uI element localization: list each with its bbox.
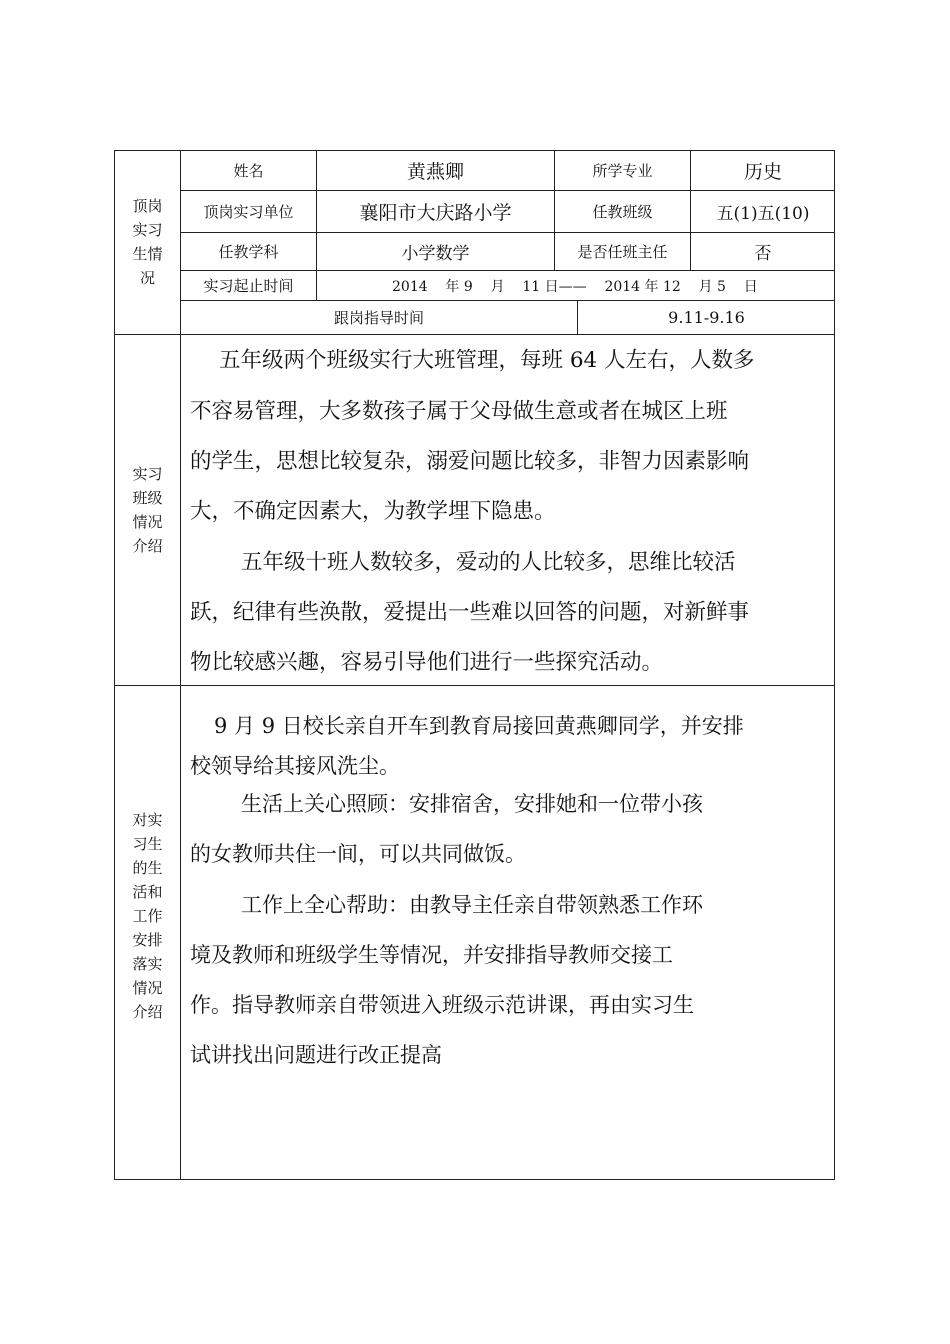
text-line: 9 月 9 日校长亲自开车到教育局接回黄燕卿同学，并安排 [214,714,744,738]
label-line: 介绍 [132,537,163,555]
text-line: 跃，纪律有些涣散，爱提出一些难以回答的问题，对新鲜事 [190,600,750,625]
text-line: 五年级十班人数较多，爱动的人比较多，思维比较活 [241,550,736,575]
label-line: 活和 [132,883,163,901]
label-line: 习生 [132,835,163,853]
class-intro-section-label [114,335,181,685]
text-line: 境及教师和班级学生等情况，并安排指导教师交接工 [190,943,673,967]
arrangement-section-label [114,808,181,1048]
class-value: 五(1)五(10) [716,204,810,224]
head-teacher-label: 是否任班主任 [577,243,668,261]
text-line: 物比较感兴趣，容易引导他们进行一些探究活动。 [190,650,664,675]
label-line: 顶岗 [132,197,163,215]
unit-value: 襄阳市大庆路小学 [359,202,512,224]
label-line: 情况 [132,979,163,997]
unit-label: 顶岗实习单位 [203,203,294,221]
guidance-label: 跟岗指导时间 [333,309,424,327]
subject-label: 任教学科 [218,243,279,261]
subject-value: 小学数学 [401,244,470,264]
text-line: 工作上全心帮助：由教导主任亲自带领熟悉工作环 [241,893,703,917]
text-line: 大，不确定因素大，为教学埋下隐患。 [190,499,556,524]
text-line: 的女教师共住一间，可以共同做饭。 [190,842,526,866]
text-line: 的学生，思想比较复杂，溺爱问题比较多，非智力因素影响 [190,449,750,474]
major-value: 历史 [743,161,782,183]
label-line: 实习 [132,465,163,483]
class-label: 任教班级 [592,203,653,221]
label-line: 班级 [132,489,163,507]
label-line: 的生 [132,859,163,877]
text-line: 试讲找出问题进行改正提高 [190,1043,442,1067]
name-label: 姓名 [233,162,264,180]
head-teacher-value: 否 [754,244,772,264]
label-line: 落实 [132,955,163,973]
text-line: 校领导给其接风洗尘。 [190,754,400,778]
label-line: 介绍 [132,1003,163,1021]
text-line: 五年级两个班级实行大班管理，每班 64 人左右，人数多 [219,348,755,373]
label-line: 对实 [132,811,163,829]
major-label: 所学专业 [592,162,653,180]
text-line: 作。指导教师亲自带领进入班级示范讲课，再由实习生 [190,993,694,1017]
text-line: 不容易管理，大多数孩子属于父母做生意或者在城区上班 [190,399,728,424]
intern-info-section-label [114,150,181,334]
label-line: 安排 [132,931,163,949]
label-line: 工作 [132,907,163,925]
name-value: 黄燕卿 [406,161,464,183]
period-label: 实习起止时间 [203,277,294,295]
label-line: 生情 [132,245,163,263]
label-line: 实习 [132,221,163,239]
period-value: 2014 年 9 月 11 日—— 2014 年 12 月 5 日 [392,278,758,295]
guidance-value: 9.11-9.16 [668,308,745,327]
label-line: 情况 [132,513,163,531]
text-line: 生活上关心照顾：安排宿舍，安排她和一位带小孩 [241,792,703,816]
label-line: 况 [139,269,155,287]
